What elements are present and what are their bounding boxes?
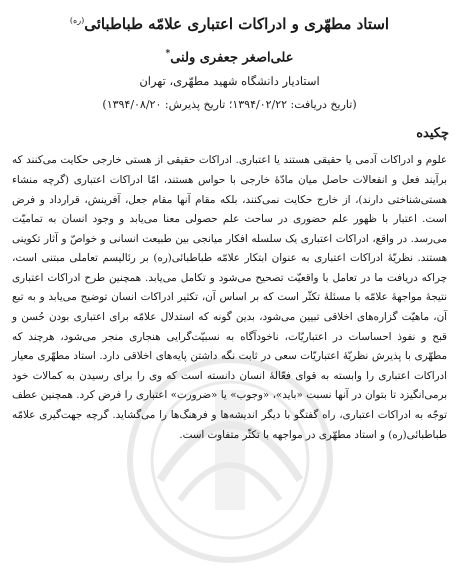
- paper-title: [10, 10, 449, 35]
- author-name-line: [10, 45, 449, 67]
- author-footnote-marker: *: [165, 49, 171, 59]
- title-superscript: (ره): [69, 16, 85, 25]
- abstract-body: [10, 151, 449, 445]
- received-accepted-dates: (تاریخ دریافت: ۱۳۹۴/۰۲/۲۲؛ تاریخ پذیرش: ۱۳۹۴/۰۸/۲۰): [102, 98, 357, 112]
- abstract-heading: چکیده: [416, 126, 449, 142]
- author-name: علی‌اصغر جعفری ولنی: [170, 50, 294, 66]
- title-text: استاد مطهّری و ادراکات اعتباری علامّه طباطبائی: [84, 15, 390, 33]
- author-affiliation: استادیار دانشگاه شهید مطهّری، تهران: [139, 74, 320, 89]
- abstract-paragraph: علوم و ادراکات آدمی یا حقیقی هستند یا اعتباری. ادراکات حقیقی از هستی خارجی حکایت می‌کنند که برآیند فعل و انفعالات حاصل میان مادّهٔ خارجی با حواس هستند، امّا ادراکات اعتباری (گرچه منشاء هستی‌شناختی دارند)، از خارج حکایت نمی‌کنند، بلکه مقام آنها مقام جعل، آفرینش، قرارداد و فرض است. اعتبار با ظهور علم حضوری در ساحت علم حصولی معنا می‌یابد و وجود انسان به تمامیّت می‌رسد. در واقع، ادراکات اعتباری یک سلسله افکار میانجی بین طبیعت انسانی و خواصّ و آثار تکوینی هستند. نظریّهٔ ادراکات اعتباری به عنوان ابتکار علامّه طباطبائی(ره) بر رئالیسم تعاملی مبتنی است، چراکه دریافت ما در تعامل با واقعیّت تصحیح می‌شود و تکامل می‌یابد. همچنین طرح ادراکات اعتباری نتیجهٔ مواجههٔ علامّه با مسئلهٔ تکثّر است که بر اساس آن، تکثیر ادراکات انسان توضیح می‌یابد و به تبع آن، ماهیّت گزاره‌های اخلاقی تبیین می‌شود، بدین گونه که استدلال علامّه برای اعتباری بودن حُسن و قبح و نفوذ احساسات در اعتباریّات، ناخودآگاه به نسبیّت‌گرایی هنجاری منجر می‌شود، هرچند که مطهّری با پذیرش نظریّهٔ اعتباریّات سعی در ثابت نگه داشتن پایه‌های اخلاقی دارد. استاد مطهّری معیار ادراکات اعتباری را وابسته به قوای فعّالهٔ انسان دانسته است که وی را برای رسیدن به کمالات خود برمی‌انگیزد تا بتوان در آنها نسبت «باید»، «وجوب» یا «ضرورت» اعتباری را فرض کرد. همچنین عطف توجّه به ادراکات اعتباری، راه گفتگو با دیگر اندیشه‌ها و فرهنگ‌ها را می‌گشاید. گرچه جهت‌گیری علامّه طباطبائی(ره) و استاد مطهّری در مواجهه با تکثّر متفاوت است.: [12, 154, 447, 441]
